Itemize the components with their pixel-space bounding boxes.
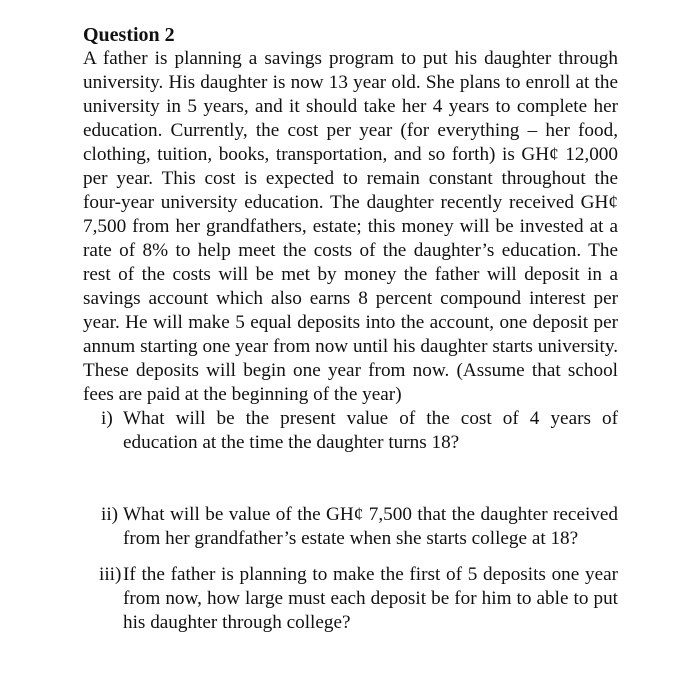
sub-question-number: iii)	[99, 564, 122, 585]
question-document	[83, 23, 618, 635]
sub-question-i	[83, 407, 618, 455]
sub-question-iii	[83, 563, 618, 635]
sub-question-number: ii)	[101, 504, 119, 525]
question-title: Question 2	[83, 24, 175, 46]
sub-question-text: What will be value of the GH¢ 7,500 that the daughter received from her grandfather’s estate when she starts college at 18?	[123, 504, 618, 549]
sub-question-text: If the father is planning to make the first of 5 deposits one year from now, how large must each deposit be for him to able to put his daughter through college?	[123, 564, 618, 633]
sub-question-list	[83, 407, 618, 635]
question-body: A father is planning a savings program to put his daughter through university. His daughter is now 13 year old. She plans to enroll at the university in 5 years, and it should take her 4 years to complete her education. Currently, the cost per year (for everything – her food, clothing, tuition, books, transportation, and so forth) is GH¢ 12,000 per year. This cost is expected to remain constant throughout the four-year university education. The daughter recently received GH¢ 7,500 from her grandfathers, estate; this money will be invested at a rate of 8% to help meet the costs of the daughter’s education. The rest of the costs will be met by money the father will deposit in a savings account which also earns 8 percent compound interest per year. He will make 5 equal deposits into the account, one deposit per annum starting one year from now until his daughter starts university. These deposits will begin one year from now. (Assume that school fees are paid at the beginning of the year)	[83, 48, 618, 405]
sub-question-text: What will be the present value of the cost of 4 years of education at the time the daughter turns 18?	[123, 408, 618, 453]
sub-question-ii	[83, 503, 618, 551]
sub-question-number: i)	[101, 408, 113, 429]
